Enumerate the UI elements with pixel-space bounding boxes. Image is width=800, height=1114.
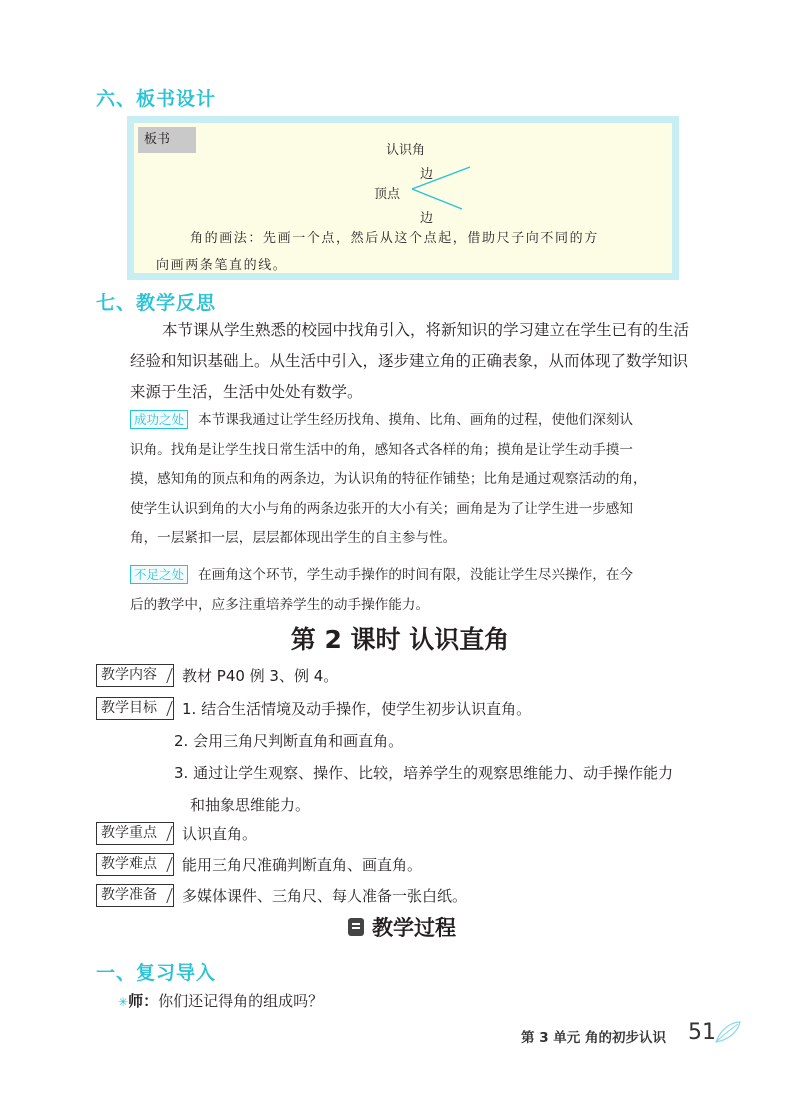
prep-text: 多媒体课件、三角尺、每人准备一张白纸。 [182, 887, 468, 905]
key-row [96, 822, 257, 845]
angle-edge-top-line [412, 167, 470, 189]
difficulty-row [96, 853, 422, 876]
teacher-text: 你们还记得角的组成吗？ [158, 992, 324, 1010]
content-text: 教材 P40 例 3、例 4。 [182, 667, 339, 685]
key-text: 认识直角。 [182, 825, 258, 843]
teacher-label: 师： [128, 992, 159, 1010]
board-edge-bottom: 边 [420, 211, 434, 226]
angle-edge-bottom-line [412, 189, 462, 209]
review-section-title: 一、复习导入 [96, 962, 217, 984]
leaf-decoration-icon [712, 1018, 744, 1048]
footer-unit: 第 3 单元 角的初步认识 [521, 1030, 666, 1046]
prep-tag: 教学准备 [96, 884, 174, 907]
success-paragraph [130, 406, 716, 554]
success-line-5: 角，一层紧扣一层，层层都体现出学生的自主参与性。 [130, 530, 457, 546]
board-method-line-2: 向画两条笔直的线。 [156, 258, 288, 273]
goal-tag: 教学目标 [96, 697, 174, 720]
shortage-tag: 不足之处 [130, 565, 188, 584]
section-seven-title: 七、教学反思 [96, 292, 217, 314]
key-tag: 教学重点 [96, 822, 174, 845]
success-line-1: 成功之处 本节课我通过让学生经历找角、摸角、比角、画角的过程，使他们深刻认 [130, 406, 716, 436]
process-title: 教学过程 [348, 912, 456, 942]
goal-line-4: 和抽象思维能力。 [190, 796, 311, 814]
content-tag: 教学内容 [96, 664, 174, 687]
goal-line-3: 3. 通过让学生观察、操作、比较，培养学生的观察思维能力、动手操作能力 [174, 764, 674, 782]
success-line-3: 摸，感知角的顶点和角的两条边，为认识角的特征作铺垫；比角是通过观察活动的角， [130, 471, 647, 487]
reflection-line-3: 来源于生活，生活中处处有数学。 [130, 383, 363, 401]
goal-line-1: 1. 结合生活情境及动手操作，使学生初步认识直角。 [182, 700, 532, 718]
book-icon [348, 918, 364, 936]
shortage-line-1: 不足之处 在画角这个环节，学生动手操作的时间有限，没能让学生尽兴操作，在今 [130, 561, 716, 591]
shortage-paragraph [130, 561, 716, 620]
board-method-line-1: 角的画法：先画一个点，然后从这个点起，借助尺子向不同的方 [190, 231, 599, 246]
shortage-line-2: 后的教学中，应多注重培养学生的动手操作能力。 [130, 596, 430, 613]
board-vertex: 顶点 [374, 187, 401, 202]
board-tag: 板书 [138, 127, 196, 153]
success-tag: 成功之处 [130, 410, 188, 429]
section-six-title: 六、板书设计 [96, 88, 217, 110]
angle-diagram [404, 163, 484, 213]
teacher-line [118, 990, 323, 1011]
content-row [96, 664, 338, 687]
reflection-line-2: 经验和知识基础上。从生活中引入，逐步建立角的正确表象，从而体现了数学知识 [130, 352, 689, 370]
difficulty-text: 能用三角尺准确判断直角、画直角。 [182, 856, 423, 874]
board-title: 认识角 [386, 143, 426, 158]
star-icon: ✳ [118, 995, 129, 1009]
goal-line-2: 2. 会用三角尺判断直角和画直角。 [174, 732, 404, 750]
goal-row [96, 697, 531, 720]
difficulty-tag: 教学难点 [96, 853, 174, 876]
page-number: 51 [688, 1020, 716, 1045]
prep-row [96, 884, 467, 907]
board-design-box [127, 116, 679, 280]
board-edge-top: 边 [420, 167, 434, 182]
success-line-2: 识角。找角是让学生找日常生活中的角，感知各式各样的角；摸角是让学生动手摸一 [130, 441, 633, 458]
lesson-title: 第 2 课时 认识直角 [290, 625, 510, 654]
success-line-4: 使学生认识到角的大小与角的两条边张开的大小有关；画角是为了让学生进一步感知 [130, 500, 633, 517]
reflection-line-1: 本节课从学生熟悉的校园中找角引入，将新知识的学习建立在学生已有的生活 [162, 321, 690, 339]
